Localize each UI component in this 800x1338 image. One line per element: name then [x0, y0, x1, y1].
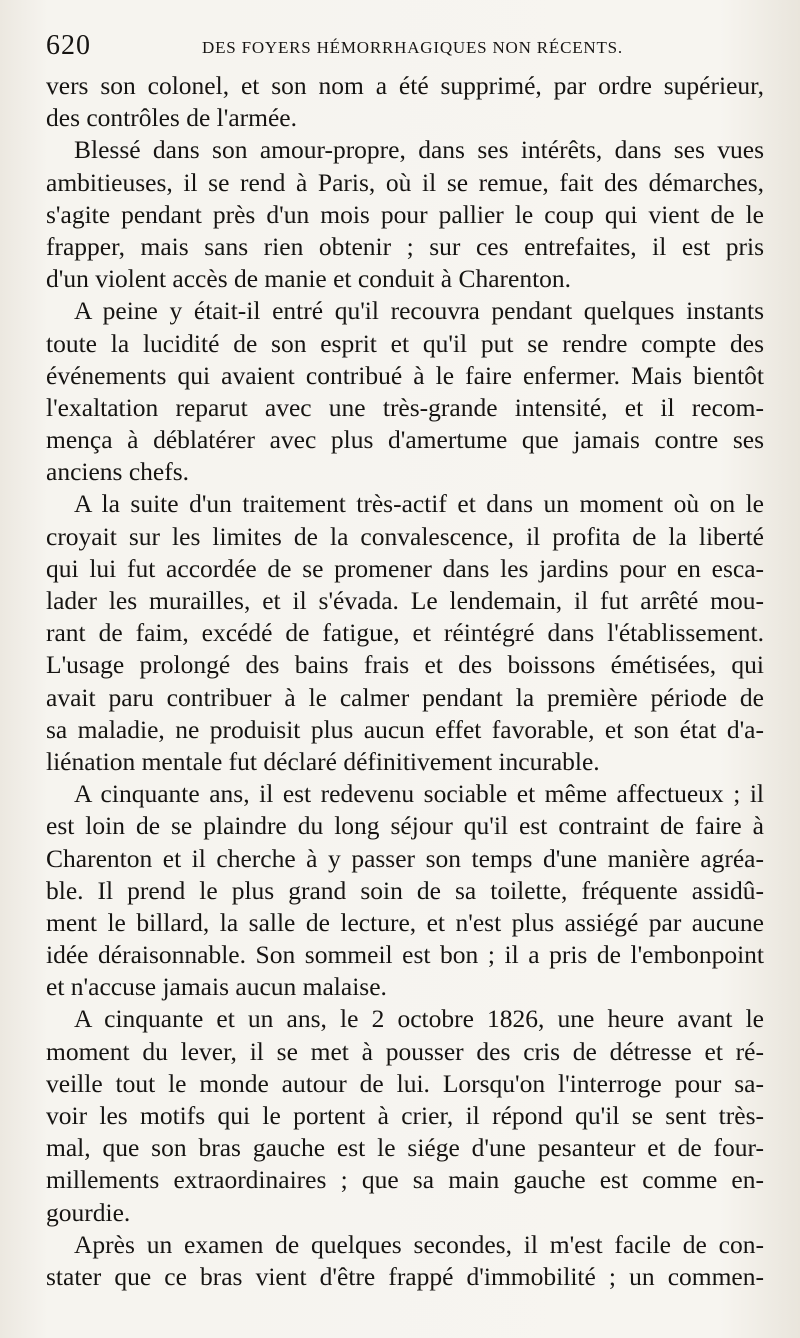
text-line: toute la lucidité de son esprit et qu'il put se rendre compte des [46, 328, 764, 358]
text-line: ambitieuses, il se rend à Paris, où il se remue, fait des démarches, [46, 167, 764, 197]
text-line: est loin de se plaindre du long séjour qu'il est contraint de faire à [46, 811, 764, 841]
text-line: Charenton et il cherche à y passer son temps d'une manière agréa- [46, 843, 764, 873]
text-line: croyait sur les limites de la convalescence, il profita de la liberté [46, 521, 764, 551]
page-header [46, 30, 770, 64]
running-title: DES FOYERS HÉMORRHAGIQUES NON RÉCENTS. [202, 38, 623, 57]
text-line: A la suite d'un traitement très-actif et dans un moment où on le [74, 489, 764, 519]
text-line: gourdie. [46, 1197, 131, 1227]
text-line: l'exaltation reparut avec une très-grande intensité, et il recom- [46, 392, 764, 422]
text-line: sa maladie, ne produisit plus aucun effet favorable, et son état d'a- [46, 714, 764, 744]
text-line: Blessé dans son amour-propre, dans ses intérêts, dans ses vues [74, 135, 764, 165]
text-line: liénation mentale fut déclaré définitivement incurable. [46, 746, 600, 776]
text-line: veille tout le monde autour de lui. Lorsqu'on l'interroge pour sa- [46, 1068, 764, 1098]
text-line: s'agite pendant près d'un mois pour pallier le coup qui vient de le [46, 199, 764, 229]
text-line: ment le billard, la salle de lecture, et n'est plus assiégé par aucune [46, 907, 764, 937]
text-line: L'usage prolongé des bains frais et des boissons émétisées, qui [46, 650, 764, 680]
text-line: millements extraordinaires ; que sa main gauche est comme en- [46, 1165, 764, 1195]
text-line: stater que ce bras vient d'être frappé d'immobilité ; un commen- [46, 1261, 764, 1291]
text-line: anciens chefs. [46, 457, 190, 487]
text-line: moment du lever, il se met à pousser des cris de détresse et ré- [46, 1036, 764, 1066]
text-line: ble. Il prend le plus grand soin de sa toilette, fréquente assidû- [46, 875, 764, 905]
text-line: vers son colonel, et son nom a été supprimé, par ordre supérieur, [46, 71, 764, 100]
text-line: A cinquante et un ans, le 2 octobre 1826, une heure avant le [74, 1004, 764, 1034]
text-line: événements qui avaient contribué à le faire enfermer. Mais bientôt [46, 360, 764, 390]
text-line: voir les motifs qui le portent à crier, il répond qu'il se sent très- [46, 1101, 764, 1130]
text-line: avait paru contribuer à le calmer pendant la première période de [46, 682, 764, 712]
text-line: rant de faim, excédé de fatigue, et réintégré dans l'établissement. [46, 618, 764, 648]
text-line: A cinquante ans, il est redevenu sociable et même affectueux ; il [74, 779, 764, 809]
text-line: frapper, mais sans rien obtenir ; sur ces entrefaites, il est pris [46, 231, 764, 261]
text-line: Après un examen de quelques secondes, il m'est facile de con- [74, 1229, 764, 1259]
text-line: mal, que son bras gauche est le siége d'une pesanteur et de four- [46, 1133, 764, 1163]
text-line: idée déraisonnable. Son sommeil est bon ; il a pris de l'embonpoint [46, 940, 764, 970]
text-line: mença à déblatérer avec plus d'amertume que jamais contre ses [46, 425, 764, 455]
text-line: et n'accuse jamais aucun malaise. [46, 972, 387, 1002]
text-line: d'un violent accès de manie et conduit à Charenton. [46, 264, 572, 294]
text-line: lader les murailles, et il s'évada. Le lendemain, il fut arrêté mou- [46, 586, 764, 615]
body-text [46, 70, 764, 1293]
page-number: 620 [46, 30, 91, 61]
text-line: des contrôles de l'armée. [46, 103, 297, 133]
text-line: qui lui fut accordée de se promener dans les jardins pour en esca- [46, 553, 764, 583]
text-line: A peine y était-il entré qu'il recouvra pendant quelques instants [74, 296, 764, 326]
